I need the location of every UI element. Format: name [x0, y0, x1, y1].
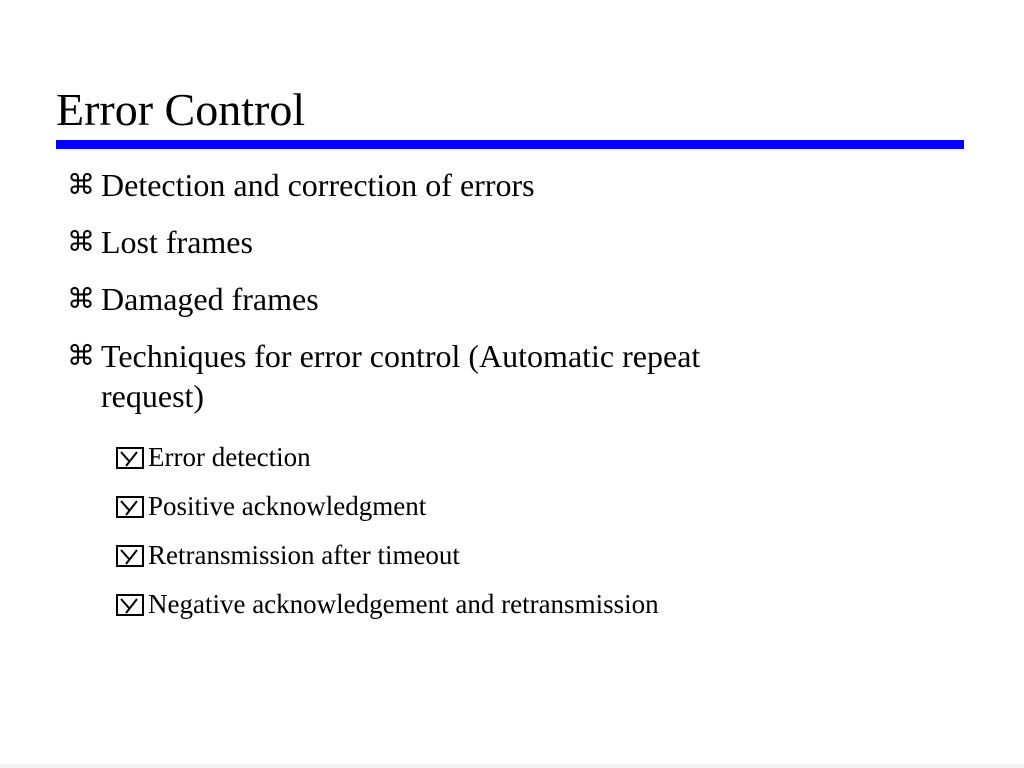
sub-bullet-text: Positive acknowledgment: [148, 491, 427, 521]
sub-bullet-item: [148, 489, 426, 523]
bullet-text: Lost frames: [101, 224, 253, 260]
bullet-text: Detection and correction of errors: [101, 167, 535, 203]
slide-title: Error Control: [56, 84, 306, 135]
command-key-icon: ⌘: [67, 282, 95, 315]
sub-bullet-text: Retransmission after timeout: [148, 540, 460, 570]
sub-bullet-text: Negative acknowledgement and retransmission: [148, 589, 659, 619]
command-key-icon: ⌘: [67, 168, 95, 201]
sub-bullet-item: [148, 440, 311, 474]
bullet-text-line1: Techniques for error control (Automatic repeat: [101, 338, 701, 374]
checkbox-icon: [116, 545, 144, 567]
sub-bullet-item: [148, 538, 460, 572]
command-key-icon: ⌘: [67, 225, 95, 258]
bullet-text: Damaged frames: [101, 281, 319, 317]
checkbox-icon: [116, 447, 144, 469]
bullet-item: [67, 336, 701, 416]
checkbox-icon: [116, 594, 144, 616]
sub-bullet-item: [148, 587, 659, 621]
command-key-icon: ⌘: [67, 339, 95, 372]
bottom-edge-strip: [0, 764, 1024, 768]
bullet-text-line2: request): [101, 378, 205, 414]
bullet-item: [67, 165, 535, 205]
bullet-item: [67, 279, 319, 319]
checkbox-icon: [116, 496, 144, 518]
bullet-item: [67, 222, 253, 262]
sub-bullet-text: Error detection: [148, 442, 311, 472]
